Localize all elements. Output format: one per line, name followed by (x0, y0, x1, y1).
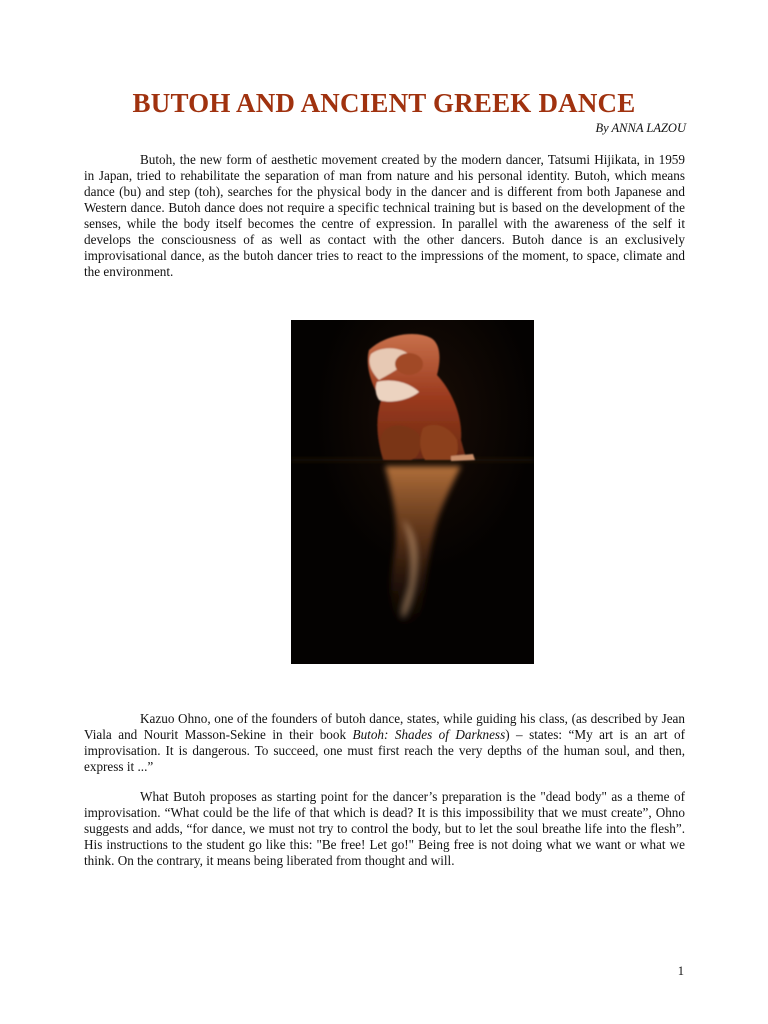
document-title: BUTOH AND ANCIENT GREEK DANCE (132, 88, 636, 118)
page-number: 1 (677, 964, 684, 978)
author-byline: By ANNA LAZOU (595, 121, 686, 135)
paragraph-intro: Butoh, the new form of aesthetic movement created by the modern dancer, Tatsumi Hijikata, in 1959 in Japan, tried to rehabilitate the separation of man from nature and his personal identity. Butoh, which means dance (bu) and step (toh), searches for the physical body in the dancer and is different from both Japanese and Western dance. Butoh dance does not require a specific technical training but is based on the development of the senses, while the body itself becomes the centre of expression. In parallel with the awareness of the self it develops the consciousness of as well as contact with the other dancers. Butoh dance is an exclusively improvisational dance, as the butoh dancer tries to react to the impressions of the moment, to space, climate and the environment. (84, 152, 685, 279)
butoh-dancer-photo (291, 320, 534, 664)
paragraph-kazuo-ohno (84, 711, 685, 775)
paragraph-kazuo-ohno-text-b: ) – states: “My art is an art of improvisation. It is dangerous. To succeed, one must first reach the very depths of the human soul, and then, express it ...” (84, 727, 685, 774)
paragraph-kazuo-ohno-text-a: Kazuo Ohno, one of the founders of butoh dance, states, while guiding his class, (as described by Jean Viala and Nourit Masson-Sekine in their book (84, 711, 685, 742)
paragraph-dead-body: What Butoh proposes as starting point for the dancer’s preparation is the "dead body" as a theme of improvisation. “What could be the life of that which is dead? It is this impossibility that we must create”, Ohno suggests and adds, “for dance, we must not try to control the body, but to let the soul breathe life into the flesh”. His instructions to the student go like this: "Be free! Let go!" Being free is not doing what we want or what we think. On the contrary, it means being liberated from thought and will. (84, 789, 685, 868)
book-title: Butoh: Shades of Darkness (352, 727, 506, 742)
